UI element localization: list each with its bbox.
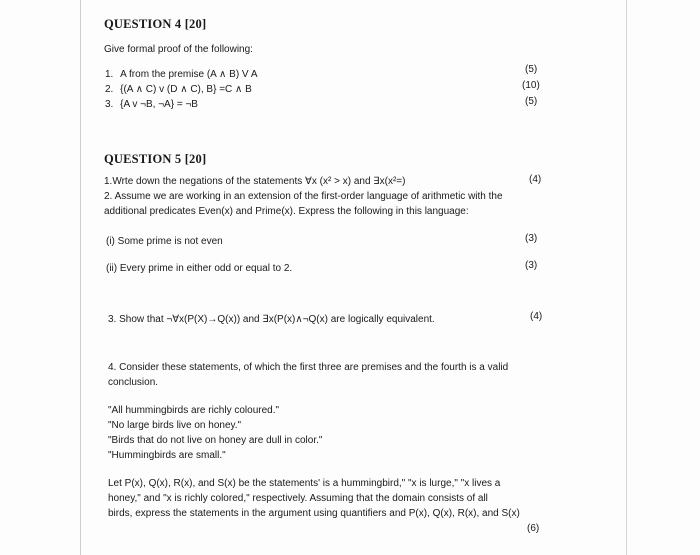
q5-part4-line1: 4. Consider these statements, of which the first three are premises and the fourth is a valid [108,362,509,373]
quote-4: "Hummingbirds are small." [108,450,226,461]
q5-heading: QUESTION 5 [20] [104,152,207,166]
q5-part2-line2: additional predicates Even(x) and Prime(x). Express the following in this language: [104,206,469,217]
page-edge-right [626,0,627,555]
q4-item-1-num: 1. [105,69,114,80]
q4-item-2 [105,83,252,97]
q4-item-3-marks: (5) [525,96,538,107]
q5-part2-ii: (ii) Every prime in either odd or equal to 2. [106,263,293,274]
q5-part1-marks: (4) [529,174,542,185]
q4-item-2-num: 2. [105,84,114,95]
q5-part4-tail1: Let P(x), Q(x), R(x), and S(x) be the statements' is a hummingbird," "x is lurge," "x lives a [108,478,501,489]
q4-item-2-marks: (10) [522,80,540,91]
q4-heading: QUESTION 4 [20] [104,17,207,31]
q5-part2-line1: 2. Assume we are working in an extension of the first-order language of arithmetic with the [104,191,503,202]
q4-item-1-text: A from the premise (A ∧ B) V A [120,69,258,80]
q5-part3-marks: (4) [530,311,543,322]
quote-3: "Birds that do not live on honey are dull in color." [108,435,323,446]
q4-item-3-text: {A v ¬B, ¬A} = ¬B [120,99,198,110]
q4-intro: Give formal proof of the following: [104,44,253,55]
q5-part4-line2: conclusion. [108,377,159,388]
q4-item-2-text: {(A ∧ C) v (D ∧ C), B} =C ∧ B [120,84,252,95]
page-edge-left [80,0,81,555]
quote-2: "No large birds live on honey." [108,420,242,431]
q4-item-3 [105,98,198,112]
q5-part1: 1.Wrte down the negations of the statements ∀x (x² > x) and ∃x(x²=) [104,176,406,187]
q5-part2-i: (i) Some prime is not even [106,236,223,247]
q4-item-1-marks: (5) [525,64,538,75]
q5-part2-i-marks: (3) [525,233,538,244]
q5-part4-marks: (6) [527,523,540,534]
q5-part4-tail2: honey," and "x is richly colored," respectively. Assuming that the domain consists of all [108,493,488,504]
quote-1: "All hummingbirds are richly coloured." [108,405,280,416]
q5-part3: 3. Show that ¬∀x(P(X)→Q(x)) and ∃x(P(x)∧¬Q(x) are logically equivalent. [108,314,435,325]
q5-part2-ii-marks: (3) [525,260,538,271]
q4-item-3-num: 3. [105,99,114,110]
q4-item-1 [105,68,258,82]
q5-part4-tail3: birds, express the statements in the argument using quantifiers and P(x), Q(x), R(x), and S(x) [108,508,520,519]
